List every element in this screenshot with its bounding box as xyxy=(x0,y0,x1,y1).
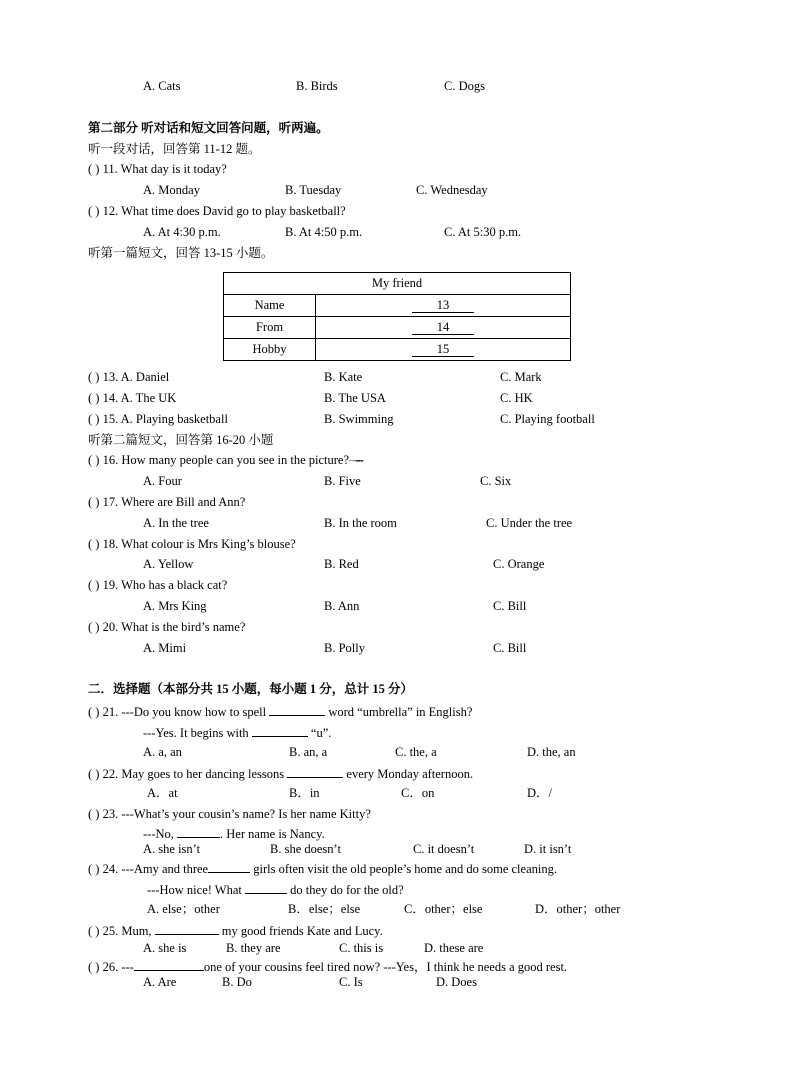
q19-option-c: C. Bill xyxy=(493,599,527,613)
q22-option-d: D．/ xyxy=(527,786,553,800)
question-13: ( ) 13. A. Daniel xyxy=(88,370,170,384)
q22-text-a: ( ) 22. May goes to her dancing lessons xyxy=(88,767,288,781)
q21-reply-b: “u”. xyxy=(307,726,332,740)
q21-text-a: ( ) 21. ---Do you know how to spell xyxy=(88,705,270,719)
blank-15: 15 xyxy=(412,342,474,357)
question-15: ( ) 15. A. Playing basketball xyxy=(88,412,228,426)
q11-option-a: A. Monday xyxy=(143,183,200,197)
answer-blank xyxy=(134,958,204,971)
q11-option-c: C. Wednesday xyxy=(416,183,488,197)
q16-option-b: B. Five xyxy=(324,474,361,488)
question-20: ( ) 20. What is the bird’s name? xyxy=(88,620,246,634)
question-21 xyxy=(88,703,472,720)
q24-reply xyxy=(147,881,404,898)
q23-reply xyxy=(143,825,325,842)
q22-option-a: A．at xyxy=(147,786,178,800)
q14-option-b: B. The USA xyxy=(324,391,386,405)
stray-mark: ┈╼╍ xyxy=(349,456,364,466)
q17-option-b: B. In the room xyxy=(324,516,397,530)
q16-option-c: C. Six xyxy=(480,474,512,488)
q20-option-b: B. Polly xyxy=(324,641,365,655)
option-c: C. Dogs xyxy=(444,79,485,93)
question-24 xyxy=(88,860,557,877)
q23-option-c: C. it doesn’t xyxy=(413,842,475,856)
blank-13: 13 xyxy=(412,298,474,313)
q12-option-c: C. At 5:30 p.m. xyxy=(444,225,522,239)
q15-option-c: C. Playing football xyxy=(500,412,595,426)
q21-reply-a: ---Yes. It begins with xyxy=(143,726,252,740)
question-23: ( ) 23. ---What’s your cousin’s name? Is her name Kitty? xyxy=(88,807,371,821)
table-title: My friend xyxy=(224,273,571,295)
question-25 xyxy=(88,922,383,939)
answer-blank xyxy=(252,724,308,737)
q18-option-b: B. Red xyxy=(324,557,359,571)
question-22 xyxy=(88,765,473,782)
question-18: ( ) 18. What colour is Mrs King’s blouse? xyxy=(88,537,296,551)
question-11: ( ) 11. What day is it today? xyxy=(88,162,227,176)
option-b: B. Birds xyxy=(296,79,338,93)
q21-option-a: A. a, an xyxy=(143,745,182,759)
q26-option-c: C. Is xyxy=(339,975,363,989)
q24-reply-b: do they do for the old? xyxy=(287,883,404,897)
q14-option-c: C. HK xyxy=(500,391,533,405)
answer-blank xyxy=(177,825,220,838)
q24-option-a: A. else；other xyxy=(147,902,220,916)
q15-option-b: B. Swimming xyxy=(324,412,394,426)
q21-option-d: D. the, an xyxy=(527,745,576,759)
answer-blank xyxy=(287,765,343,778)
q20-option-c: C. Bill xyxy=(493,641,527,655)
q13-option-b: B. Kate xyxy=(324,370,363,384)
q19-option-b: B. Ann xyxy=(324,599,360,613)
q12-option-b: B. At 4:50 p.m. xyxy=(285,225,363,239)
q13-option-c: C. Mark xyxy=(500,370,542,384)
q18-option-a: A. Yellow xyxy=(143,557,194,571)
answer-blank xyxy=(208,860,250,873)
question-14: ( ) 14. A. The UK xyxy=(88,391,177,405)
answer-blank xyxy=(245,881,287,894)
option-a: A. Cats xyxy=(143,79,181,93)
q26-option-b: B. Do xyxy=(222,975,252,989)
row-label-name: Name xyxy=(224,295,316,317)
q25-text-a: ( ) 25. Mum, xyxy=(88,924,155,938)
question-19: ( ) 19. Who has a black cat? xyxy=(88,578,228,592)
q24-option-b: B．else；else xyxy=(288,902,361,916)
q22-option-b: B．in xyxy=(289,786,320,800)
q16-option-a: A. Four xyxy=(143,474,182,488)
q23-reply-b: . Her name is Nancy. xyxy=(220,827,325,841)
q11-option-b: B. Tuesday xyxy=(285,183,342,197)
row-label-hobby: Hobby xyxy=(224,339,316,361)
q21-reply xyxy=(143,724,331,741)
q21-option-c: C. the, a xyxy=(395,745,437,759)
q26-text-a: ( ) 26. --- xyxy=(88,960,134,974)
q22-option-c: C．on xyxy=(401,786,435,800)
passage2-instruction: 听第二篇短文，回答第 16-20 小题 xyxy=(88,433,274,447)
q23-option-a: A. she isn’t xyxy=(143,842,201,856)
q20-option-a: A. Mimi xyxy=(143,641,187,655)
dialog-instruction: 听一段对话，回答第 11-12 题。 xyxy=(88,142,261,156)
q26-option-a: A. Are xyxy=(143,975,177,989)
q25-option-b: B. they are xyxy=(226,941,281,955)
q24-reply-a: ---How nice! What xyxy=(147,883,245,897)
q17-option-a: A. In the tree xyxy=(143,516,209,530)
q26-option-d: D. Does xyxy=(436,975,477,989)
q23-option-d: D. it isn’t xyxy=(524,842,572,856)
table-row xyxy=(224,317,571,339)
table-row xyxy=(224,295,571,317)
q22-text-b: every Monday afternoon. xyxy=(343,767,474,781)
q23-option-b: B. she doesn’t xyxy=(270,842,341,856)
row-label-from: From xyxy=(224,317,316,339)
q24-text-b: girls often visit the old people’s home and do some cleaning. xyxy=(250,862,557,876)
q21-option-b: B. an, a xyxy=(289,745,328,759)
q24-text-a: ( ) 24. ---Amy and three xyxy=(88,862,209,876)
q24-option-d: D．other；other xyxy=(535,902,621,916)
passage1-instruction: 听第一篇短文，回答 13-15 小题。 xyxy=(88,246,274,260)
answer-blank xyxy=(155,922,219,935)
section2-heading: 二．选择题（本部分共 15 小题，每小题 1 分，总计 15 分） xyxy=(88,682,414,696)
question-12: ( ) 12. What time does David go to play basketball? xyxy=(88,204,346,218)
q12-option-a: A. At 4:30 p.m. xyxy=(143,225,221,239)
blank-14: 14 xyxy=(412,320,474,335)
q25-option-c: C. this is xyxy=(339,941,384,955)
q26-text-b: one of your cousins feel tired now? ---Yes，I think he needs a good rest. xyxy=(203,960,568,974)
table-row xyxy=(224,339,571,361)
q19-option-a: A. Mrs King xyxy=(143,599,207,613)
part2-heading: 第二部分 听对话和短文回答问题，听两遍。 xyxy=(88,121,329,135)
q17-option-c: C. Under the tree xyxy=(486,516,573,530)
q25-option-a: A. she is xyxy=(143,941,187,955)
q25-option-d: D. these are xyxy=(424,941,484,955)
question-17: ( ) 17. Where are Bill and Ann? xyxy=(88,495,246,509)
question-16-text: ( ) 16. How many people can you see in the picture? xyxy=(88,453,350,467)
q21-text-b: word “umbrella” in English? xyxy=(325,705,473,719)
question-26 xyxy=(88,958,567,975)
q24-option-c: C．other；else xyxy=(404,902,483,916)
q23-reply-a: ---No, xyxy=(143,827,178,841)
question-16 xyxy=(88,453,363,469)
friend-table xyxy=(223,272,571,361)
q25-text-b: my good friends Kate and Lucy. xyxy=(218,924,383,938)
q18-option-c: C. Orange xyxy=(493,557,545,571)
answer-blank xyxy=(269,703,325,716)
